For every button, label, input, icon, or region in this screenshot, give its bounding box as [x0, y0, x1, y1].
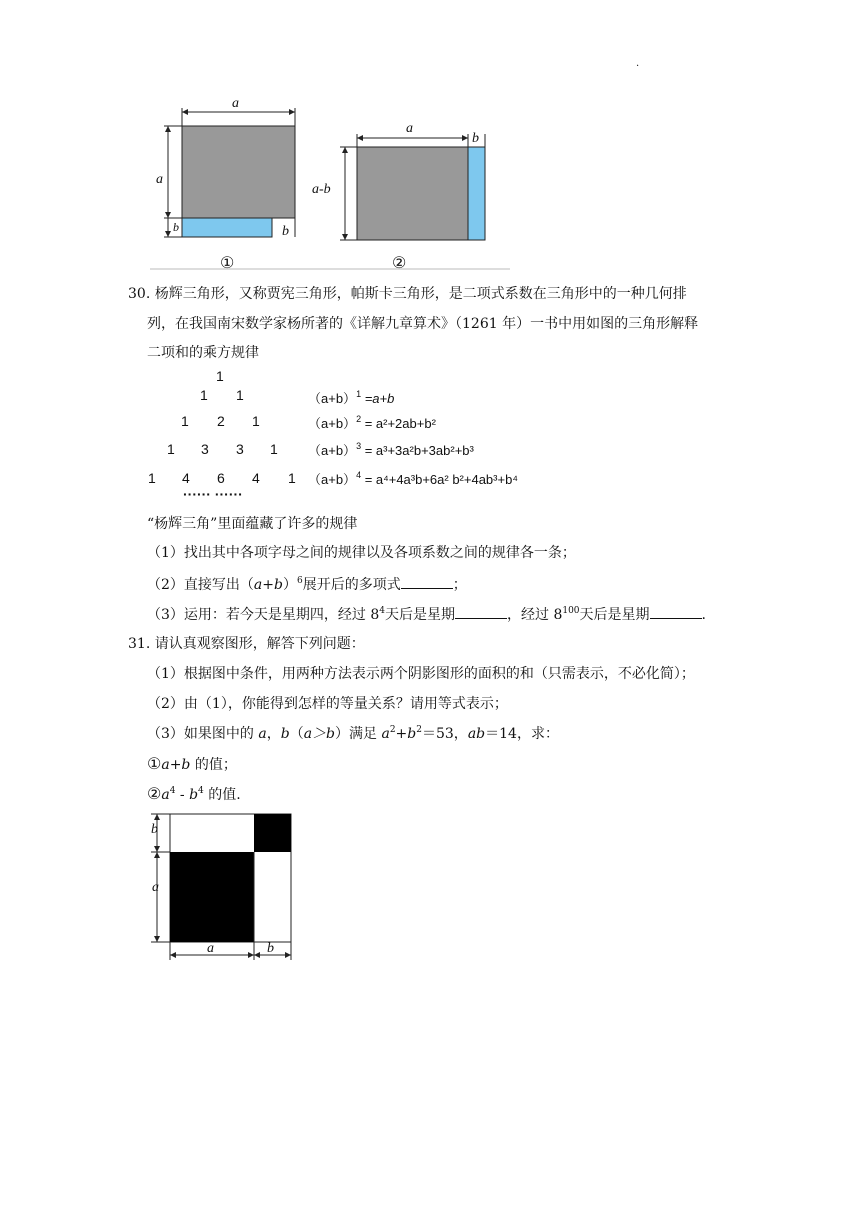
q31-part3-eq3: ＝53，: [421, 726, 468, 742]
q30-line2: 列，在我国南宋数学家杨所著的《详解九章算术》（1261 年）一书中用如图的三角形解释: [147, 316, 699, 332]
formula-2-left: （a+b）: [308, 416, 357, 431]
tri-r4-3: 4: [252, 470, 260, 486]
q31-part3-a: （3）如果图中的: [147, 726, 259, 742]
tri-r4-0: 1: [148, 470, 156, 486]
q30-part2-end: ；: [452, 577, 467, 593]
q30-intro: “杨辉三角”里面蕴藏了许多的规律: [147, 516, 358, 532]
q31-part3-d: ）满足: [335, 726, 382, 742]
q30-part3: [147, 604, 706, 625]
q31-part3-b: ，: [266, 726, 281, 742]
q30-part2-exp: 6: [296, 576, 303, 586]
header-dot: .: [636, 58, 640, 69]
formula-2: [308, 413, 436, 432]
tri-dots: ······ ······: [183, 486, 243, 502]
q31-sub2-mid: -: [175, 787, 190, 803]
q30-part3-exp1: 4: [379, 606, 385, 616]
q31-part3-c: （: [289, 726, 304, 742]
formula-3-exp: 3: [356, 441, 362, 451]
formula-3-left: （a+b）: [308, 443, 357, 458]
q31-sub2-a: a: [161, 787, 170, 803]
q31-sub2-b: b: [189, 787, 199, 803]
fig2-label-a-top: a: [406, 121, 413, 136]
formula-4-exp: 4: [356, 470, 362, 480]
tri-r0-0: 1: [216, 368, 224, 384]
q30-part1: （1）找出其中各项字母之间的规律以及各项系数之间的规律各一条；: [147, 545, 576, 561]
q31-part3-eq2: +b: [395, 726, 417, 742]
q31-part3-eq2-exp: 2: [416, 725, 422, 735]
tri-r3-1: 3: [201, 441, 209, 457]
formula-3: [308, 440, 474, 459]
fig3-label-a-bottom: a: [207, 941, 214, 956]
q31-part2: （2）由（1），你能得到怎样的等量关系？请用等式表示；: [147, 696, 508, 712]
q31-line1: [128, 634, 365, 654]
q30-text-line1: 杨辉三角形，又称贾宪三角形，帕斯卡三角形，是二项式系数在三角形中的一种几何排: [154, 286, 687, 302]
formula-2-exp: 2: [356, 414, 362, 424]
figure-2: [340, 134, 485, 240]
q30-part3-b: 天后是星期: [385, 607, 455, 623]
q30-line1: [128, 284, 687, 304]
q30-part3-d: 天后是星期: [579, 607, 650, 623]
q31-part3-a-var: a: [258, 726, 267, 742]
formula-1-exp: 1: [356, 389, 362, 399]
q30-part2: [147, 574, 467, 595]
tri-r1-1: 1: [236, 387, 244, 403]
fig1-label-a-left: a: [156, 172, 163, 187]
q31-sub2-exp2: 4: [198, 786, 204, 796]
fig3-label-b-left: b: [151, 822, 158, 837]
fig1-label-b-left: b: [173, 220, 179, 234]
formula-1-left: （a+b）: [308, 391, 357, 406]
fig1-label-a-top: a: [232, 96, 239, 111]
fig1-caption: ①: [220, 253, 235, 272]
q30-part3-exp2: 100: [562, 606, 580, 616]
tri-r2-1: 2: [217, 413, 225, 429]
tri-r3-0: 1: [167, 441, 175, 457]
tri-r1-0: 1: [200, 387, 208, 403]
fig2-caption: ②: [392, 253, 407, 272]
fig2-label-b-top: b: [472, 131, 479, 146]
formula-4: [308, 469, 518, 488]
q31-sub1-var: a+b: [161, 757, 191, 773]
q31-text-line1: 请认真观察图形，解答下列问题：: [154, 636, 365, 652]
fig1-label-b-right: b: [282, 224, 289, 239]
formula-4-left: （a+b）: [308, 472, 357, 487]
q30-part3-blank2[interactable]: [650, 604, 702, 619]
q30-part2-blank[interactable]: [401, 574, 453, 589]
tri-r2-2: 1: [252, 413, 260, 429]
fig3-label-b-bottom: b: [267, 941, 274, 956]
q30-part2-b: ）: [282, 577, 297, 593]
formula-3-right: = a³+3a²b+3ab²+b³: [364, 443, 474, 458]
q31-part3-eq1-exp: 2: [389, 725, 396, 735]
q30-part2-a: （2）直接写出（: [147, 577, 254, 593]
q31-sub2-mark: ②: [147, 784, 162, 803]
formula-2-right: = a²+2ab+b²: [364, 416, 436, 431]
q31-part3-eq4: ab: [467, 726, 486, 742]
tri-r2-0: 1: [181, 413, 189, 429]
tri-r3-2: 3: [236, 441, 244, 457]
q30-part2-c: 展开后的多项式: [302, 577, 401, 593]
q30-line3: 二项和的乘方规律: [147, 345, 259, 361]
q31-part3-b-var: b: [280, 726, 290, 742]
figure-3: [145, 810, 300, 965]
tri-r4-2: 6: [217, 470, 225, 486]
q31-sub1-text: 的值；: [190, 757, 237, 773]
q31-number: 31.: [128, 636, 151, 652]
q30-part2-var: a+b: [253, 577, 283, 593]
q31-part3-cond: a＞b: [303, 726, 335, 742]
tri-r4-4: 1: [288, 470, 296, 486]
q31-part1: （1）根据图中条件，用两种方法表示两个阴影图形的面积的和（只需表示，不必化简）；: [147, 666, 695, 682]
tri-r4-1: 4: [182, 470, 190, 486]
formula-4-right: = a⁴+4a³b+6a² b²+4ab³+b⁴: [364, 472, 518, 487]
q31-part3-eq5: ＝14，求：: [485, 726, 559, 742]
formula-1-right: =a+b: [364, 391, 395, 406]
q30-part3-c: ，经过 8: [507, 607, 563, 623]
q31-sub1-mark: ①: [147, 754, 162, 773]
q31-sub2-text: 的值.: [203, 787, 241, 803]
fig3-label-a-left: a: [152, 880, 159, 895]
formula-1: [308, 388, 394, 407]
q30-part3-blank1[interactable]: [455, 604, 507, 619]
q30-number: 30.: [128, 286, 151, 302]
fig2-label-a-minus-b: a-b: [312, 182, 331, 197]
q31-sub2-exp1: 4: [169, 786, 176, 796]
q30-part3-end: .: [701, 607, 706, 623]
q31-part3: [147, 724, 559, 744]
q31-part3-eq1: a: [381, 726, 390, 742]
q31-sub2: [147, 784, 241, 805]
tri-r3-3: 1: [270, 441, 278, 457]
q30-part3-a: （3）运用：若今天是星期四，经过 8: [147, 607, 380, 623]
q31-sub1: [147, 754, 237, 775]
